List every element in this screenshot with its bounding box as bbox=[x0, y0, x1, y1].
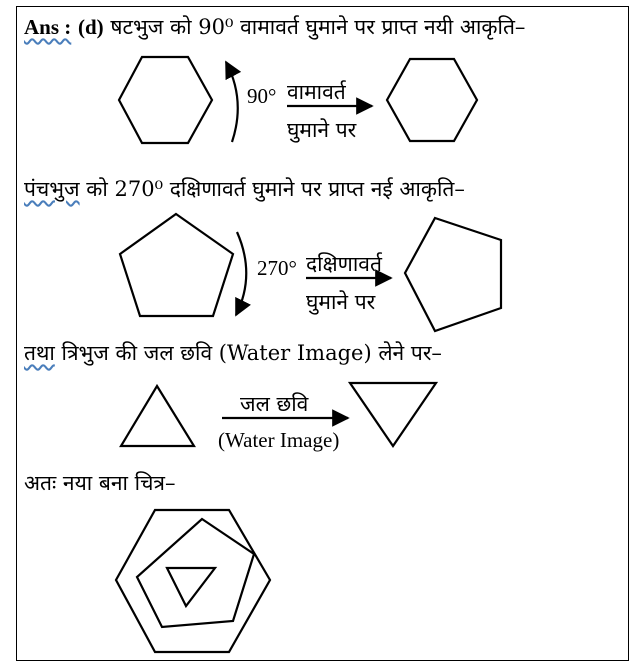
rotated-pentagon bbox=[405, 218, 501, 331]
step1-arrow-top: वामावर्त bbox=[287, 80, 346, 104]
source-triangle bbox=[121, 386, 194, 446]
pentagon-rotation-text: पंचभुज को 270⁰ दक्षिणावर्त घुमाने पर प्राप्त नई आकृति– bbox=[24, 177, 465, 201]
rotated-hexagon bbox=[387, 59, 477, 141]
clockwise-arc-arrow bbox=[236, 232, 246, 315]
source-hexagon bbox=[119, 57, 212, 143]
step3-arrow-bottom: (Water Image) bbox=[218, 428, 340, 452]
final-inner-triangle bbox=[167, 568, 215, 606]
water-image-triangle bbox=[350, 383, 436, 446]
step3-arrow-top: जल छवि bbox=[240, 392, 309, 416]
step2-angle: 270° bbox=[257, 256, 297, 280]
counterclockwise-arc-arrow bbox=[226, 62, 238, 142]
final-figure-text: अतः नया बना चित्र– bbox=[24, 471, 176, 495]
source-pentagon bbox=[120, 214, 233, 316]
answer-option: (d) bbox=[77, 15, 104, 39]
step1-angle: 90° bbox=[247, 84, 277, 108]
step2-arrow-bottom: घुमाने पर bbox=[306, 290, 376, 314]
triangle-water-image-text: तथा त्रिभुज की जल छवि (Water Image) लेने पर– bbox=[24, 341, 442, 365]
final-middle-pentagon bbox=[137, 519, 254, 627]
step2-arrow-top: दक्षिणावर्त bbox=[306, 252, 382, 276]
answer-prefix: Ans : bbox=[24, 15, 72, 39]
step1-arrow-bottom: घुमाने पर bbox=[287, 118, 357, 142]
hexagon-rotation-text: षटभुज को 90⁰ वामावर्त घुमाने पर प्राप्त नयी आकृति– bbox=[110, 15, 526, 39]
